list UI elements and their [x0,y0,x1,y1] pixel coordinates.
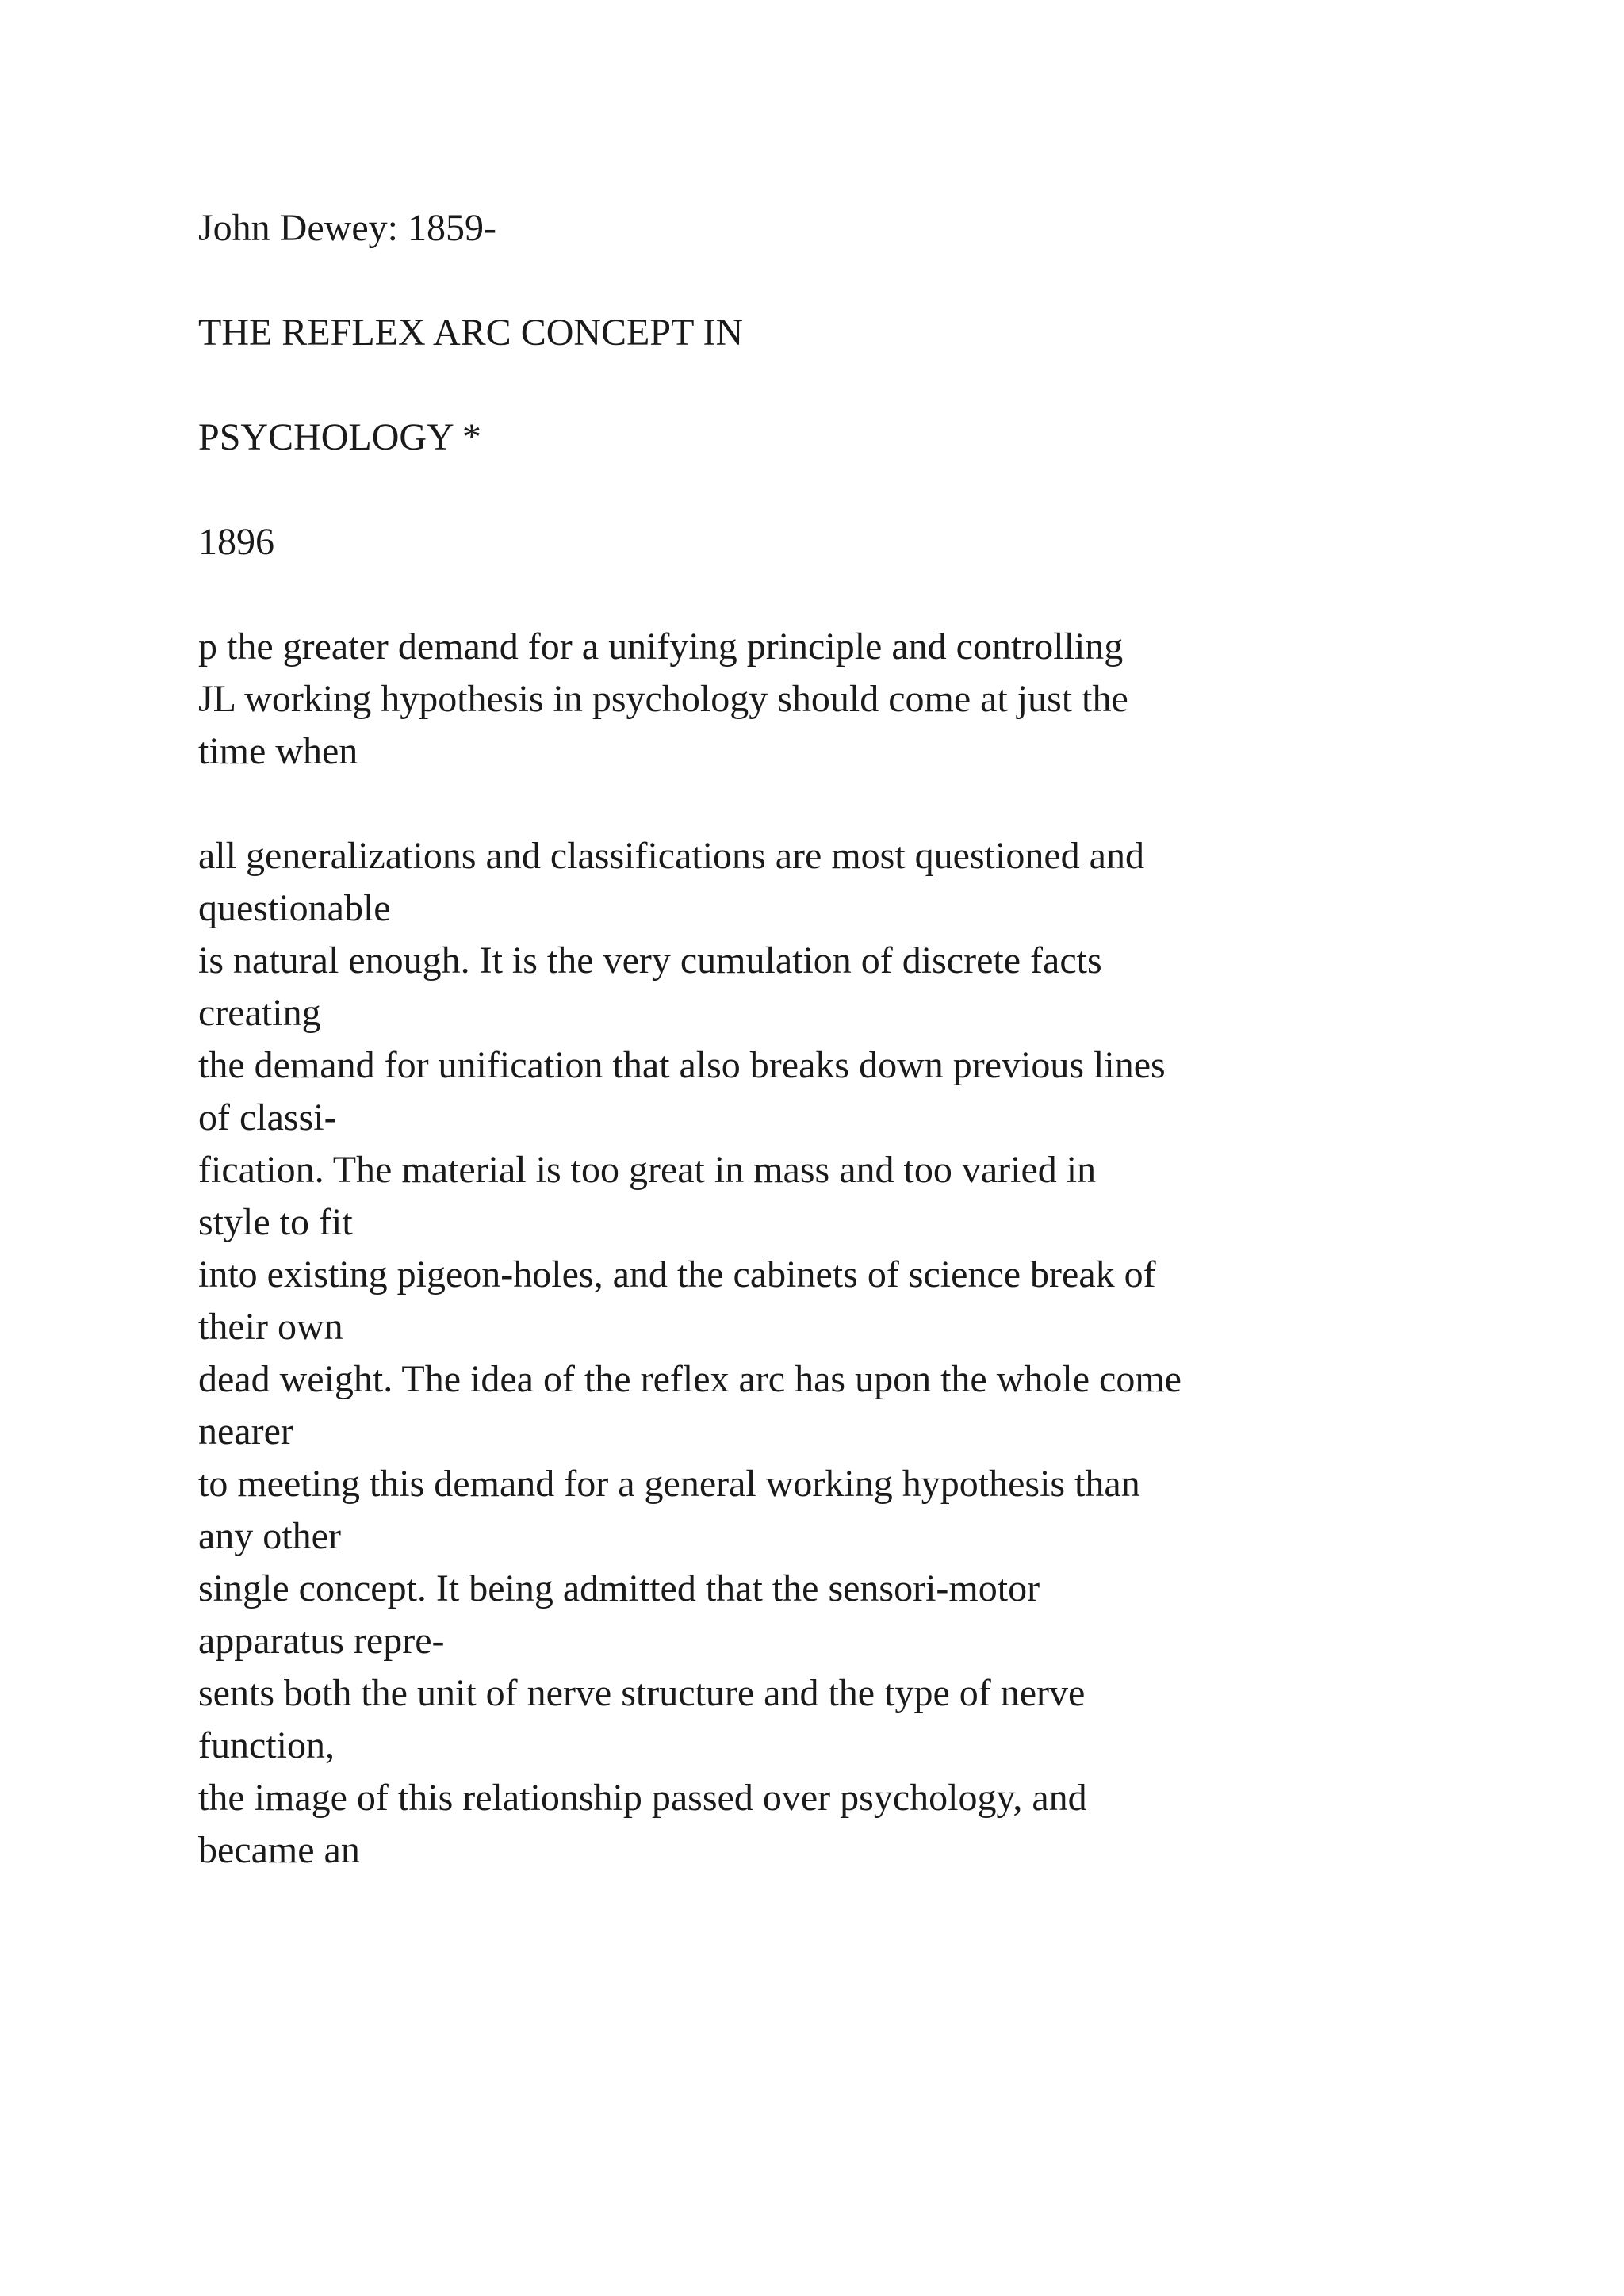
paragraph-2-line: style to fit [198,1201,353,1243]
paragraph-2-line: is natural enough. It is the very cumulation of discrete facts [198,939,1102,982]
paragraph-2-line: creating [198,992,321,1034]
paragraph-2-line: the image of this relationship passed over psychology, and [198,1777,1087,1819]
document-body [198,202,1507,1877]
spacer [198,568,1507,621]
paragraph-2-line: into existing pigeon-holes, and the cabinets of science break of [198,1253,1156,1295]
paragraph-1-line: time when [198,730,358,772]
paragraph-2-line: became an [198,1829,360,1871]
paragraph-2-line: sents both the unit of nerve structure and the type of nerve [198,1672,1086,1714]
paragraph-2-line: questionable [198,887,391,929]
paragraph-2-line: nearer [198,1410,293,1452]
author-line: John Dewey: 1859- [198,207,496,249]
spacer [198,254,1507,307]
year-line: 1896 [198,521,274,563]
paragraph-1-line: JL working hypothesis in psychology should come at just the [198,678,1128,720]
paragraph-2-line: dead weight. The idea of the reflex arc has upon the whole come [198,1358,1182,1400]
spacer [198,359,1507,411]
paragraph-1-line: p the greater demand for a unifying principle and controlling [198,626,1124,668]
paragraph-2-line: single concept. It being admitted that the sensori-motor [198,1567,1040,1609]
spacer [198,778,1507,830]
paragraph-2-line: of classi- [198,1096,337,1138]
title-line-2: PSYCHOLOGY * [198,416,481,458]
paragraph-2-line: all generalizations and classifications are most questioned and [198,835,1144,877]
paragraph-2-line: apparatus repre- [198,1620,445,1662]
paragraph-2-line: the demand for unification that also breaks down previous lines [198,1044,1166,1086]
paragraph-2-line: any other [198,1515,341,1557]
paragraph-2-line: fication. The material is too great in mass and too varied in [198,1149,1097,1191]
title-line-1: THE REFLEX ARC CONCEPT IN [198,312,744,354]
paragraph-2-line: to meeting this demand for a general working hypothesis than [198,1463,1140,1505]
paragraph-2-line: their own [198,1306,343,1348]
paragraph-2-line: function, [198,1724,335,1766]
spacer [198,464,1507,516]
